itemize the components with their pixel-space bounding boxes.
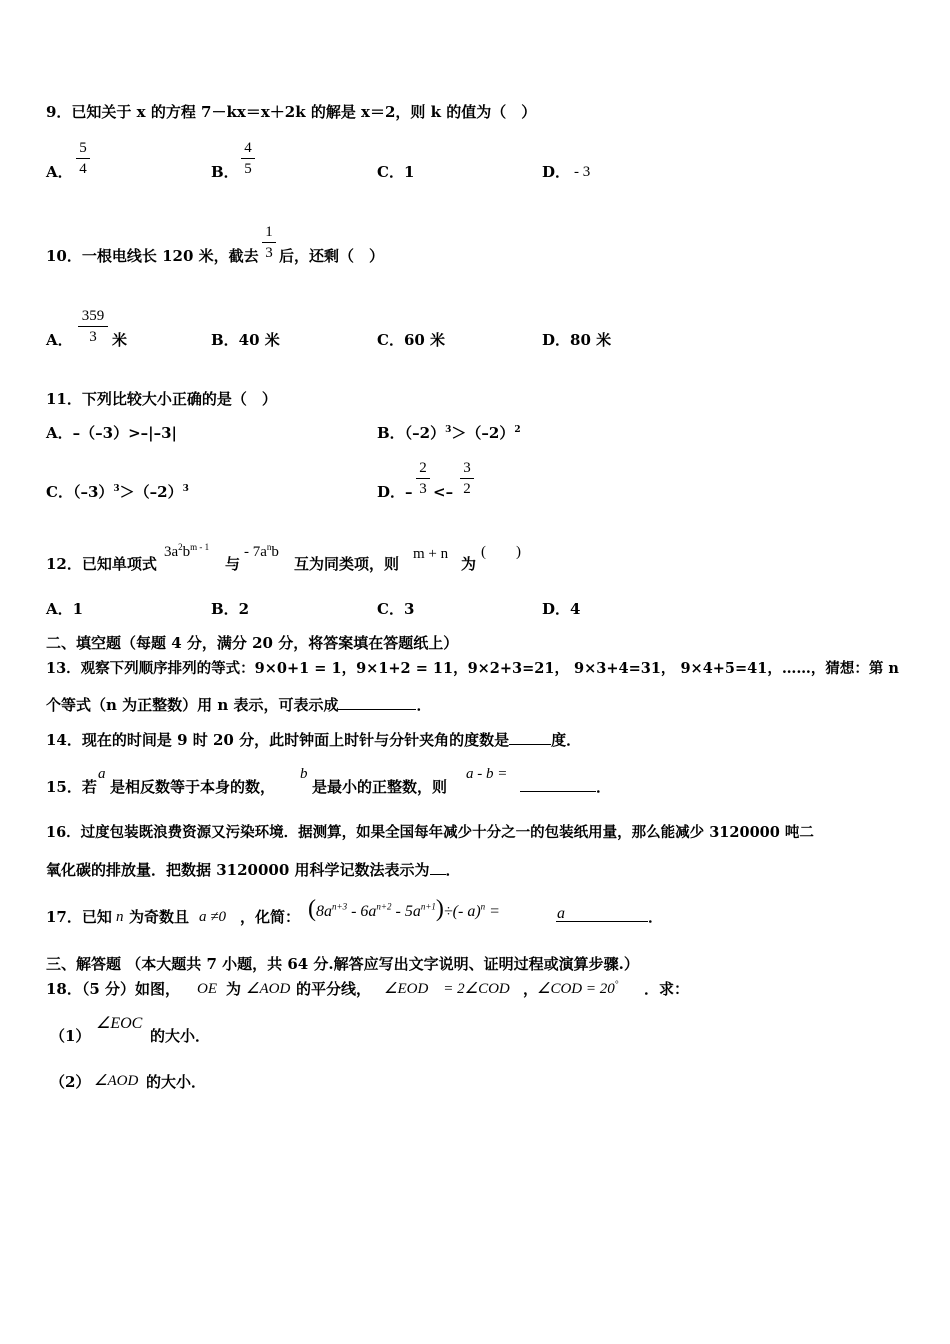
q14-unit: 度． (551, 731, 582, 749)
q12-connector-1: 与 (225, 555, 241, 573)
exponent: 3 (445, 425, 452, 435)
q17-stem-start: 17．已知 (46, 908, 112, 926)
q18-part-2-text: 的大小． (146, 1073, 207, 1091)
q15-stem-start: 15．若 (46, 778, 97, 796)
equals-sign: = (485, 903, 500, 920)
q16-answer-blank[interactable] (430, 860, 446, 875)
exponent: n (266, 542, 272, 552)
q11-stem: 11．下列比较大小正确的是（ ） (46, 390, 277, 408)
q17-period: ． (648, 908, 664, 926)
q10-fraction (262, 222, 276, 263)
q17-condition: a ≠0 (199, 909, 226, 925)
q9-option-d-label: D． (542, 163, 571, 181)
q9-option-b-label: B． (211, 163, 239, 181)
q15-text-1: 是相反数等于本身的数， (110, 778, 276, 796)
q15-expression: a - b = (466, 766, 508, 782)
q9-stem: 9．已知关于 x 的方程 7－kx＝x＋2k 的解是 x＝2，则 k 的值为（ ） (46, 103, 537, 121)
q11-option-a: A．–（–3）>–|–3| (46, 424, 177, 442)
exponent: n+3 (332, 901, 348, 912)
section-3-heading: 三、解答题 （本大题共 7 小题，共 64 分.解答应写出文字说明、证明过程或演算步骤.） (46, 955, 639, 973)
math-term: ÷(- a) (443, 903, 481, 920)
q10-option-a-label: A． (46, 331, 73, 349)
q11-option-d-prefix: D．– (377, 483, 413, 501)
q16-line-1: 16．过度包装既浪费资源又污染环境．据测算，如果全国每年减少十分之一的包装纸用量，那么能减少 3120000 吨二 (46, 824, 814, 841)
q12-option-d: D．4 (542, 600, 581, 618)
exponent: 3 (113, 484, 120, 494)
q11-option-c (46, 482, 189, 502)
exponent: n+1 (420, 901, 436, 912)
q11-option-d-mid: <– (433, 483, 454, 501)
exponent: m - 1 (190, 542, 210, 552)
q16-text: 氧化碳的排放量．把数据 3120000 用科学记数法表示为 (46, 861, 430, 879)
q18-part-1-angle: ∠EOC (96, 1015, 143, 1032)
q18-oe: OE (197, 981, 217, 997)
q18-part-1-label: （1） (50, 1027, 91, 1045)
q12-monomial-2 (244, 542, 279, 562)
math-term: 8a (316, 903, 332, 920)
fraction-numerator: 4 (244, 140, 252, 156)
q10-option-b: B．40 米 (211, 331, 280, 349)
fraction-denominator: 2 (460, 478, 474, 499)
q9-option-d-value: - 3 (574, 164, 591, 180)
right-paren: ) (435, 896, 444, 922)
q17-var-n: n (116, 909, 124, 925)
q10-stem-start: 10．一根电线长 120 米，截去 (46, 247, 259, 265)
q9-option-a-fraction (76, 138, 90, 179)
q14-text: 14．现在的时间是 9 时 20 分，此时钟面上时针与分针夹角的度数是 (46, 731, 510, 749)
fraction-numerator: 359 (81, 308, 105, 324)
q15-text-2: 是最小的正整数，则 (312, 778, 448, 796)
left-paren: ( (308, 896, 316, 922)
q13-text: 个等式（n 为正整数）用 n 表示，可表示成 (46, 696, 339, 714)
q13-period: ． (416, 696, 432, 714)
option-text: ＞（–2） (451, 424, 515, 442)
q17-text-1: 为奇数且 (129, 908, 190, 926)
q10-option-c: C．60 米 (377, 331, 446, 349)
q16-period: ． (445, 861, 461, 879)
q13-line-1: 13．观察下列顺序排列的等式：9×0+1 = 1，9×1+2 = 11，9×2+3=21， 9×3+4=31， 9×4+5=41，……，猜想：第 n (46, 660, 899, 677)
blank-prefix: a (557, 905, 565, 922)
q11-option-d-fraction-1 (416, 458, 430, 499)
option-text: B．（–2） (377, 424, 446, 442)
q14-line (46, 730, 581, 750)
math-term: 3a (164, 544, 179, 560)
exponent: 2 (178, 542, 183, 552)
q18-part-1-text: 的大小． (150, 1027, 211, 1045)
math-term: ∠COD = 20 (537, 981, 615, 997)
fraction-numerator: 5 (79, 140, 87, 156)
q12-monomial-1 (164, 542, 209, 562)
q17-expression (308, 896, 500, 922)
math-term: - 5a (391, 903, 421, 920)
q10-stem-end: 后，还剩（ ） (279, 247, 385, 265)
q9-option-a-label: A． (46, 163, 73, 181)
fraction-denominator: 3 (262, 242, 276, 263)
q12-option-a: A．1 (46, 600, 84, 618)
q10-option-d: D．80 米 (542, 331, 612, 349)
q15-var-a: a (98, 766, 106, 782)
q12-stem-start: 12．已知单项式 (46, 555, 157, 573)
q18-condition-2 (537, 979, 618, 999)
option-text: ＞（–2） (119, 483, 183, 501)
q18-part-2-label: （2） (50, 1073, 91, 1091)
q18-text-3: ．求： (644, 980, 690, 998)
q13-line-2 (46, 695, 432, 715)
fraction-numerator: 1 (265, 224, 273, 240)
q12-connector-2: 互为同类项，则 (294, 555, 400, 573)
q12-answer-paren: ( ) (481, 544, 521, 560)
q12-option-c: C．3 (377, 600, 415, 618)
q10-option-a-fraction (78, 306, 108, 347)
q12-option-b: B．2 (211, 600, 250, 618)
math-term: b (271, 544, 279, 560)
exponent: n+2 (376, 901, 392, 912)
section-2-heading: 二、填空题（每题 4 分，满分 20 分，将答案填在答题纸上） (46, 634, 459, 652)
exponent: 3 (182, 484, 189, 494)
option-text: C．（–3） (46, 483, 114, 501)
q18-stem-start: 18．（5 分）如图， (46, 980, 181, 998)
q12-connector-3: 为 (461, 555, 477, 573)
math-term: - 7a (244, 544, 267, 560)
fraction-denominator: 3 (416, 478, 430, 499)
exponent: 2 (514, 425, 521, 435)
exponent: n (480, 901, 486, 912)
fraction-numerator: 3 (463, 460, 471, 476)
q11-option-b (377, 423, 521, 443)
q15-answer-blank[interactable] (520, 777, 596, 792)
q16-line-2 (46, 860, 461, 880)
q9-option-b-fraction (241, 138, 255, 179)
q13-answer-blank[interactable] (338, 695, 416, 710)
fraction-denominator: 4 (76, 158, 90, 179)
q9-option-c: C．1 (377, 163, 415, 181)
q18-part-2-angle: ∠AOD (94, 1073, 139, 1089)
q18-text-1: 为 (226, 980, 242, 998)
fraction-numerator: 2 (419, 460, 427, 476)
q12-expression: m + n (413, 546, 449, 562)
q14-answer-blank[interactable] (509, 730, 551, 745)
q10-option-a-unit: 米 (112, 331, 128, 349)
q15-period: ． (596, 778, 612, 796)
q17-text-2: ，化简： (240, 908, 301, 926)
q18-comma: ， (523, 980, 539, 998)
q17-answer (556, 907, 663, 927)
fraction-denominator: 3 (78, 326, 108, 347)
math-term: - 6a (347, 903, 377, 920)
q18-angle-aod: ∠AOD (246, 981, 291, 997)
math-term: b (182, 544, 191, 560)
q15-answer (520, 777, 611, 797)
q18-condition-1: ∠EOD = 2∠COD (384, 981, 510, 997)
q18-text-2: 的平分线， (296, 980, 372, 998)
q11-option-d-fraction-2 (460, 458, 474, 499)
degree-sign: ° (614, 979, 619, 989)
q17-answer-blank[interactable] (556, 907, 648, 922)
q15-var-b: b (300, 766, 308, 782)
fraction-denominator: 5 (241, 158, 255, 179)
